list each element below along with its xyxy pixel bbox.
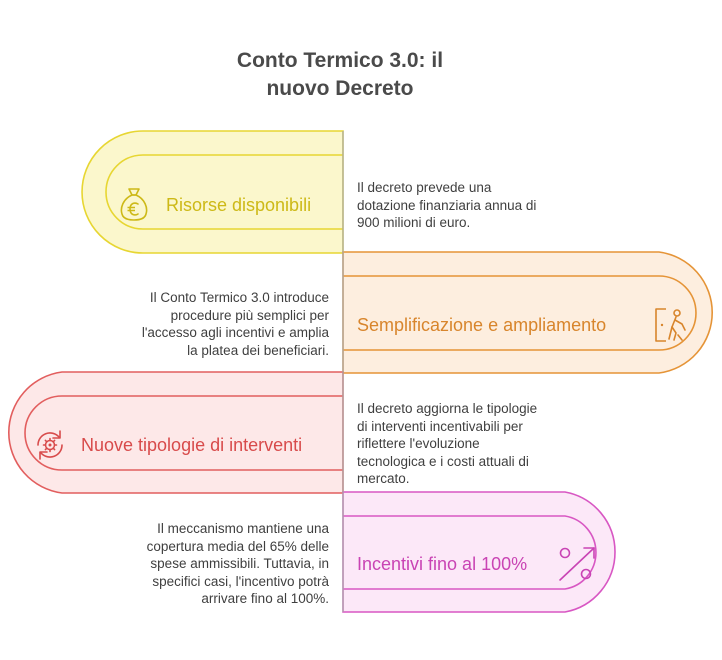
step-3-description-line: mercato. bbox=[357, 471, 410, 486]
person-exit-door-icon bbox=[652, 305, 692, 345]
step-4-description bbox=[86, 520, 329, 608]
step-1-label: Risorse disponibili bbox=[166, 195, 312, 215]
step-4-description-line: copertura media del 65% delle bbox=[146, 538, 329, 554]
step-4-label: Incentivi fino al 100% bbox=[357, 554, 528, 574]
step-2-description-line: procedure più semplici per bbox=[170, 307, 329, 323]
percent-arrow-icon bbox=[555, 544, 599, 584]
step-3-description-line: di interventi incentivabili per bbox=[357, 418, 523, 434]
step-4-description-line: spese ammissibili. Tuttavia, in bbox=[150, 556, 329, 571]
title-line-2: nuovo Decreto bbox=[266, 77, 414, 100]
step-2-label: Semplificazione e ampliamento bbox=[357, 315, 607, 335]
step-3-label: Nuove tipologie di interventi bbox=[81, 435, 303, 455]
money-bag-euro-icon bbox=[118, 186, 150, 222]
step-4-description-line: Il meccanismo mantiene una bbox=[157, 521, 329, 536]
step-1-description-line: Il decreto prevede una bbox=[357, 180, 492, 195]
step-2-description bbox=[86, 289, 329, 359]
step-1-description bbox=[357, 179, 536, 232]
step-1-description-line: 900 milioni di euro. bbox=[357, 215, 471, 230]
gear-refresh-icon bbox=[33, 428, 67, 462]
step-2-description-line: Il Conto Termico 3.0 introduce bbox=[149, 290, 329, 305]
step-4-description-line: arrivare fino al 100%. bbox=[201, 591, 329, 606]
step-3-description bbox=[357, 400, 537, 488]
step-2-description-line: l'accesso agli incentivi e amplia bbox=[141, 325, 329, 340]
step-2-description-line: la platea dei beneficiari. bbox=[187, 342, 329, 358]
step-3-description-line: tecnologica e i costi attuali di bbox=[357, 453, 529, 469]
step-4-description-line: specifici casi, l'incentivo potrà bbox=[152, 573, 329, 589]
title-line-1: Conto Termico 3.0: il bbox=[236, 49, 444, 72]
step-3-description-line: Il decreto aggiorna le tipologie bbox=[357, 401, 538, 416]
step-1-description-line: dotazione finanziaria annua di bbox=[357, 197, 537, 213]
step-3-description-line: riflettere l'evoluzione bbox=[357, 436, 480, 451]
